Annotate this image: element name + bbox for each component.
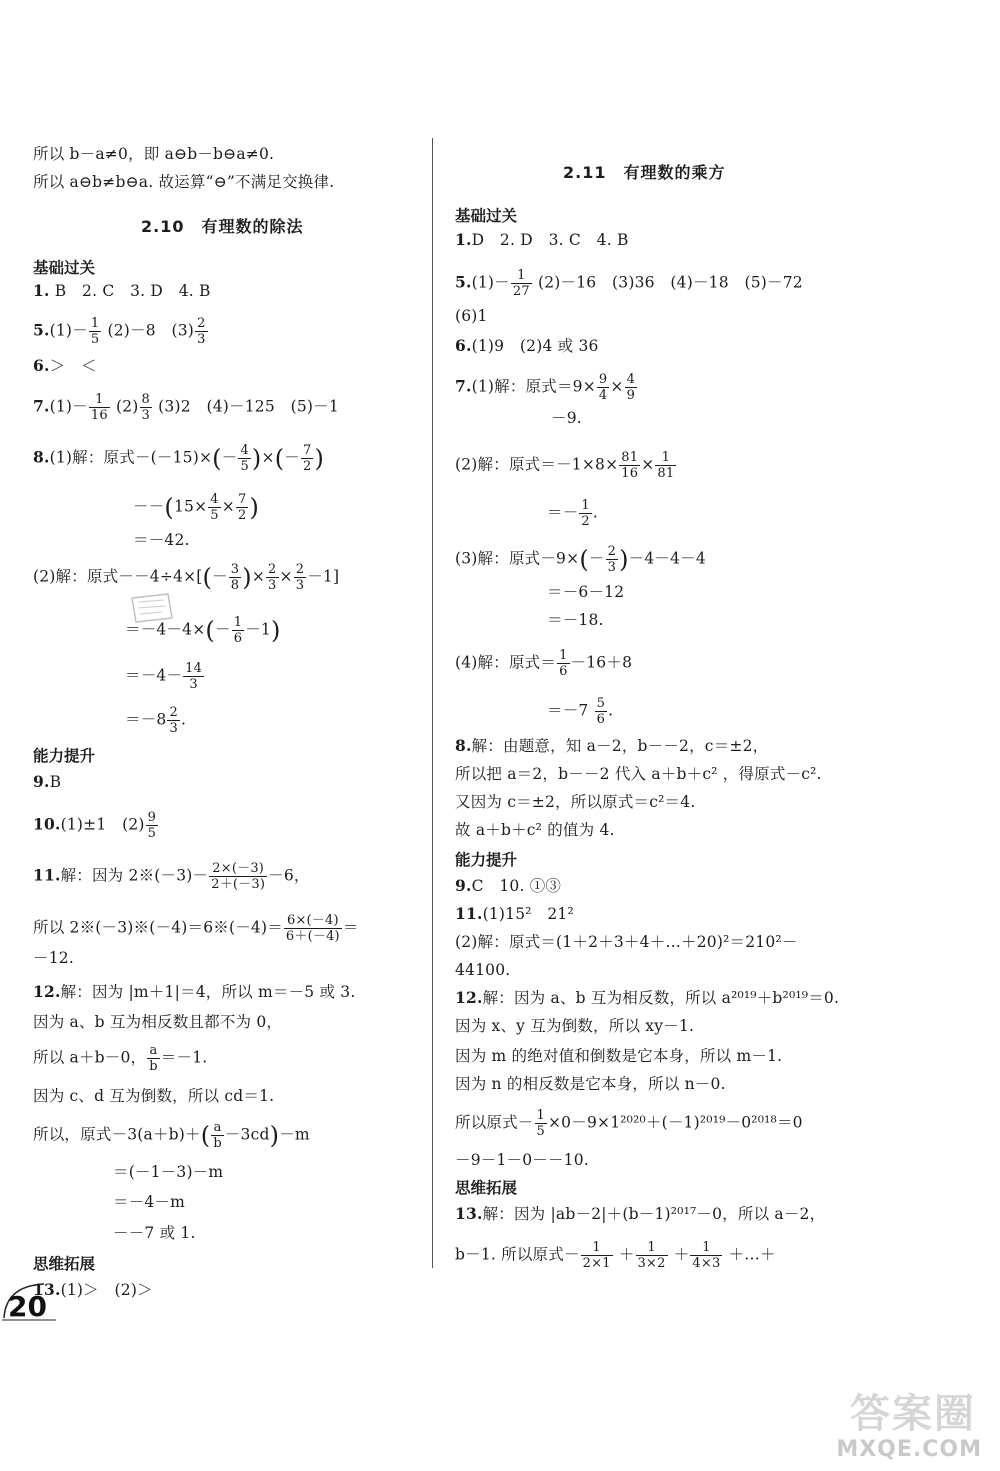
solution-line [33, 913, 359, 944]
solution-text: (3)解：原式－9× [455, 549, 580, 568]
answer-text: (1)±1 (2) [60, 815, 145, 834]
denominator: 3 [197, 332, 206, 347]
solution-text: 15× [173, 497, 208, 516]
solution-line: －－(15× $\frac{4}{5}$ × $\frac{7}{2}$ ) [133, 492, 260, 523]
answer-line [33, 316, 209, 347]
numerator: 81 [621, 450, 639, 465]
solution-line [455, 1240, 776, 1271]
solution-text: 所以，原式－3(a＋b)＋ [33, 1125, 201, 1144]
question-number: 6. [455, 336, 472, 355]
solution-text: 解：因为 |m＋1|＝4，所以 m＝－5 或 3. [60, 983, 356, 1001]
watermark [782, 1382, 982, 1462]
solution-text: －－ [133, 497, 165, 516]
solution-line: －－7 或 1. [113, 1224, 196, 1242]
text-line: 所以 b－a≠0，即 a⊖b－b⊖a≠0. [33, 145, 275, 163]
numerator: 1 [559, 648, 568, 663]
denominator: 16 [621, 466, 639, 481]
solution-text: －3cd [224, 1125, 270, 1144]
answer-text: (1)＞ (2)＞ [60, 1281, 153, 1299]
fraction [625, 372, 637, 403]
answer-line: (6)1 [455, 307, 488, 325]
solution-line: 因为 a、b 互为相反数且都不为 0， [33, 1013, 283, 1031]
denominator: 16 [90, 408, 108, 423]
denominator: 2×1 [582, 1256, 611, 1271]
denominator: 3 [169, 721, 178, 736]
answer-text: (2)－16 (3)36 (4)－18 (5)－72 [537, 273, 803, 292]
question-number: 13. [33, 1280, 61, 1299]
solution-line: 所以，原式－3(a＋b)＋( $\frac{a}{b}$ －3cd)－m [33, 1120, 310, 1151]
solution-text: × [641, 455, 655, 474]
fraction [595, 696, 607, 727]
fraction [229, 562, 241, 593]
solution-text: 所以 a＋b－0， [33, 1048, 147, 1067]
denominator: 8 [230, 578, 240, 593]
solution-text: (2)解：原式－－4÷4×[ [33, 567, 203, 586]
numerator: 1 [511, 268, 532, 284]
numerator: 8 [141, 392, 150, 407]
question-number: 1. [455, 230, 472, 249]
denominator: 3 [607, 560, 617, 575]
solution-line: 8.(1)解：原式－(－15)×(－ $\frac{4}{5}$ )×(－ $\frac{7}{2}$ ) [33, 443, 325, 474]
answer-line [455, 336, 599, 356]
numerator: a [147, 1043, 160, 1059]
solution-text: ＋ [618, 1245, 635, 1264]
question-number: 8. [33, 447, 50, 467]
solution-text: × [221, 497, 235, 516]
answer-line [455, 876, 561, 896]
page-number: 20 [8, 1290, 47, 1323]
numerator: 1 [636, 1240, 668, 1256]
section-title: 2.10 有理数的除法 [141, 217, 304, 236]
solution-text: . [608, 701, 614, 720]
fraction [535, 1108, 547, 1139]
solution-line: 因为 m 的绝对值和倒数是它本身，所以 m－1. [455, 1047, 783, 1065]
numerator: 9 [147, 810, 157, 825]
numerator: 2 [268, 562, 277, 577]
solution-line: ＝－6－12 [547, 583, 625, 601]
question-number: 9. [33, 772, 50, 791]
fraction [655, 450, 676, 481]
solution-line [125, 661, 205, 692]
denominator: 27 [512, 284, 530, 299]
solution-line: 因为 x、y 互为倒数，所以 xy－1. [455, 1017, 695, 1035]
solution-line: 所以把 a＝2，b－－2 代入 a＋b＋c² ，得原式－c². [455, 765, 822, 783]
solution-line: (2)解：原式＝(1＋2＋3＋4＋…＋20)²＝210²－ [455, 933, 798, 951]
denominator: 9 [626, 388, 636, 403]
denominator: 5 [536, 1124, 545, 1139]
solution-text: ＝－8 [125, 710, 167, 729]
subsection-heading: 能力提升 [33, 747, 96, 765]
solution-line [125, 705, 186, 736]
answer-line [33, 810, 159, 841]
numerator: 1 [581, 498, 590, 513]
fraction [208, 492, 220, 523]
solution-line [455, 1108, 803, 1139]
answer-text: (1)－ [471, 273, 510, 292]
solution-line [455, 1204, 825, 1224]
solution-line: 44100. [455, 961, 511, 979]
solution-line: 故 a＋b＋c² 的值为 4. [455, 821, 615, 839]
solution-text: × [610, 377, 624, 396]
subsection-heading: 思维拓展 [455, 1179, 518, 1197]
answer-text: C 10. ①③ [471, 877, 562, 895]
watermark-logo: 答案圈 [850, 1391, 976, 1437]
answer-line [33, 392, 339, 423]
numerator: 1 [233, 615, 243, 630]
fraction [266, 562, 278, 593]
subsection-heading: 能力提升 [455, 851, 518, 869]
solution-text: ＋…＋ [728, 1245, 776, 1264]
solution-line [547, 696, 613, 727]
watermark-site: MXQE.COM [836, 1437, 982, 1462]
numerator: 14 [185, 661, 203, 676]
denominator: 6 [596, 712, 606, 727]
fraction [238, 443, 250, 474]
solution-text: 所以原式－ [455, 1113, 534, 1132]
fraction [195, 316, 207, 347]
solution-text: －4－4－4 [628, 549, 706, 568]
question-number: 8. [455, 736, 472, 755]
solution-line: ＝(－1－3)－m [113, 1163, 224, 1181]
stamp-mark-icon [128, 592, 176, 626]
fraction [294, 562, 306, 593]
fraction [209, 861, 267, 892]
solution-line [455, 988, 839, 1008]
fraction [140, 392, 152, 423]
numerator: 5 [596, 696, 606, 711]
numerator: 4 [626, 372, 636, 387]
solution-line: (2)解：原式－－4÷4×[(－ $\frac{3}{8}$ )× $\frac{2}{3}$ × $\frac{2}{3}$ －1] [33, 562, 340, 593]
question-number: 6. [33, 356, 50, 375]
question-number: 5. [455, 272, 472, 292]
solution-text: －1] [307, 567, 340, 586]
solution-line: －12. [33, 949, 74, 967]
numerator: 1 [89, 392, 110, 408]
numerator: a [211, 1120, 224, 1136]
fraction [89, 392, 110, 423]
answer-text: (1)9 (2)4 或 36 [471, 337, 599, 355]
solution-text: －16＋8 [570, 653, 633, 672]
numerator: 7 [302, 443, 312, 458]
answer-text: D 2. D 3. C 4. B [471, 231, 629, 249]
solution-text: × [251, 567, 266, 586]
solution-line: 又因为 c＝±2，所以原式＝c²＝4. [455, 793, 696, 811]
solution-line [455, 648, 632, 679]
denominator: 2 [581, 514, 590, 529]
solution-line [455, 372, 638, 403]
solution-text: . [180, 710, 187, 729]
solution-line: ＝－4－4×(－ $\frac{1}{6}$ －1) [125, 615, 281, 646]
numerator: 2 [169, 705, 178, 720]
solution-line [455, 450, 677, 481]
denominator: b [149, 1059, 158, 1074]
answer-text: (3)2 (4)－125 (5)－1 [158, 397, 339, 416]
text-line: 所以 a⊖b≠b⊖a. 故运算“⊖”不满足交换律. [33, 173, 335, 191]
solution-text: (2)解：原式＝－1×8× [455, 455, 619, 474]
numerator: 1 [581, 1240, 613, 1256]
solution-line: ＝－42. [133, 531, 190, 549]
solution-text: ＝－ [547, 503, 579, 522]
fraction [284, 913, 342, 944]
denominator: 3 [141, 408, 150, 423]
numerator: 7 [237, 492, 247, 507]
solution-line [455, 736, 768, 756]
denominator: 3 [295, 578, 305, 593]
answer-text: (1)－ [49, 321, 88, 340]
answer-text: B 2. C 3. D 4. B [54, 282, 211, 300]
fraction [579, 498, 591, 529]
solution-text: × [279, 567, 293, 586]
solution-line: (3)解：原式－9×(－ $\frac{2}{3}$ )－4－4－4 [455, 544, 706, 575]
answer-text: (1)15² 21² [482, 905, 574, 923]
subsection-heading: 基础过关 [455, 207, 518, 225]
solution-line [547, 498, 598, 529]
denominator: 6 [233, 631, 243, 646]
solution-text: ＝ [342, 918, 359, 937]
denominator: 3 [189, 677, 198, 692]
answer-line [455, 268, 803, 299]
numerator: 6×(－4) [284, 913, 342, 929]
solution-text: ×0－9×1²⁰²⁰＋(－1)²⁰¹⁹－0²⁰¹⁸＝0 [548, 1113, 803, 1132]
numerator: 2 [197, 316, 206, 331]
solution-text: 解：由题意，知 a－2，b－－2，c＝±2， [471, 737, 769, 755]
numerator: 1 [655, 450, 676, 466]
fraction [183, 661, 204, 692]
answer-text: (2)－8 (3) [107, 321, 195, 340]
fraction [581, 1240, 613, 1271]
denominator: 4×3 [692, 1256, 721, 1271]
numerator: 4 [240, 443, 249, 458]
answer-line [455, 230, 629, 250]
denominator: 6 [559, 664, 568, 679]
solution-text: －6， [268, 866, 310, 885]
question-number: 11. [455, 904, 483, 923]
numerator: 9 [598, 372, 608, 387]
section-title: 2.11 有理数的乘方 [563, 163, 726, 182]
answer-text: (1)－ [49, 397, 88, 416]
numerator: 3 [230, 562, 240, 577]
solution-text: －m [279, 1125, 310, 1144]
numerator: 2×(－3) [209, 861, 267, 877]
solution-line: －9－1－0－－10. [455, 1151, 589, 1169]
fraction [146, 810, 158, 841]
fraction [236, 492, 248, 523]
numerator: 1 [690, 1240, 722, 1256]
subsection-heading: 思维拓展 [33, 1255, 96, 1273]
solution-text: × [261, 448, 275, 467]
solution-line: －9. [551, 409, 582, 427]
question-number: 10. [33, 814, 61, 834]
answer-line [33, 281, 211, 301]
denominator: 4 [598, 388, 608, 403]
solution-text: ＝－4－ [125, 666, 183, 685]
solution-line [33, 1043, 207, 1074]
question-number: 12. [33, 982, 61, 1001]
denominator: 5 [210, 508, 219, 523]
fraction [619, 450, 640, 481]
solution-text: 解：因为 |ab－2|＋(b－1)²⁰¹⁷－0，所以 a－2， [482, 1205, 826, 1223]
denominator: b [213, 1136, 222, 1151]
solution-line: 因为 c、d 互为倒数，所以 cd＝1. [33, 1087, 275, 1105]
solution-text: ＝－1. [160, 1048, 208, 1067]
answer-text: ＞ ＜ [49, 357, 97, 375]
fraction [597, 372, 609, 403]
column-divider [432, 138, 433, 1268]
solution-line: ＝－18. [547, 611, 604, 629]
fraction [211, 1120, 224, 1151]
numerator: 2 [607, 544, 617, 559]
question-number: 11. [33, 865, 61, 885]
solution-text: ＝－4－4× [125, 620, 206, 639]
denominator: 2＋(－3) [211, 877, 266, 892]
question-number: 7. [33, 396, 50, 416]
denominator: 3 [268, 578, 277, 593]
solution-text: ＋ [673, 1245, 690, 1264]
denominator: 6＋(－4) [285, 929, 340, 944]
solution-line [33, 982, 356, 1002]
question-number: 5. [33, 320, 50, 340]
answer-line [455, 904, 574, 924]
solution-text: (1)解：原式－(－15)× [49, 448, 213, 467]
fraction [147, 1043, 160, 1074]
denominator: 2 [302, 459, 312, 474]
solution-text: . [592, 503, 599, 522]
answer-line [33, 356, 97, 376]
question-number: 1. [33, 281, 50, 300]
fraction [232, 615, 244, 646]
question-number: 13. [455, 1204, 483, 1223]
answer-line [33, 772, 61, 792]
fraction [301, 443, 313, 474]
answer-text: B [49, 773, 62, 791]
solution-text: 解：因为 2※(－3)－ [60, 866, 209, 885]
denominator: 5 [90, 332, 100, 347]
solution-text: 解：因为 a、b 互为相反数，所以 a²⁰¹⁹＋b²⁰¹⁹＝0. [482, 989, 840, 1007]
denominator: 3×2 [637, 1256, 666, 1271]
fraction [511, 268, 532, 299]
question-number: 7. [455, 376, 472, 396]
answer-text: (2) [115, 397, 139, 416]
numerator: 4 [210, 492, 219, 507]
denominator: 81 [657, 466, 675, 481]
solution-text: 所以 2※(－3)※(－4)＝6※(－4)＝ [33, 918, 283, 937]
solution-text: (4)解：原式＝ [455, 653, 557, 672]
fraction [557, 648, 569, 679]
solution-text: (1)解：原式＝9× [471, 377, 596, 396]
denominator: 2 [237, 508, 247, 523]
numerator: 1 [536, 1108, 545, 1123]
subsection-heading: 基础过关 [33, 259, 96, 277]
numerator: 2 [295, 562, 305, 577]
solution-text: －1 [245, 620, 271, 639]
solution-text: b－1. 所以原式－ [455, 1245, 580, 1264]
question-number: 9. [455, 876, 472, 895]
fraction [89, 316, 101, 347]
solution-line: 因为 n 的相反数是它本身，所以 n－0. [455, 1075, 726, 1093]
solution-line [33, 861, 310, 892]
fraction [606, 544, 618, 575]
fraction [690, 1240, 722, 1271]
denominator: 5 [147, 826, 157, 841]
fraction [636, 1240, 668, 1271]
question-number: 12. [455, 988, 483, 1007]
solution-text: ＝－7 [547, 701, 589, 720]
solution-line: ＝－4－m [113, 1193, 186, 1211]
fraction [167, 705, 179, 736]
numerator: 1 [90, 316, 100, 331]
denominator: 5 [240, 459, 249, 474]
